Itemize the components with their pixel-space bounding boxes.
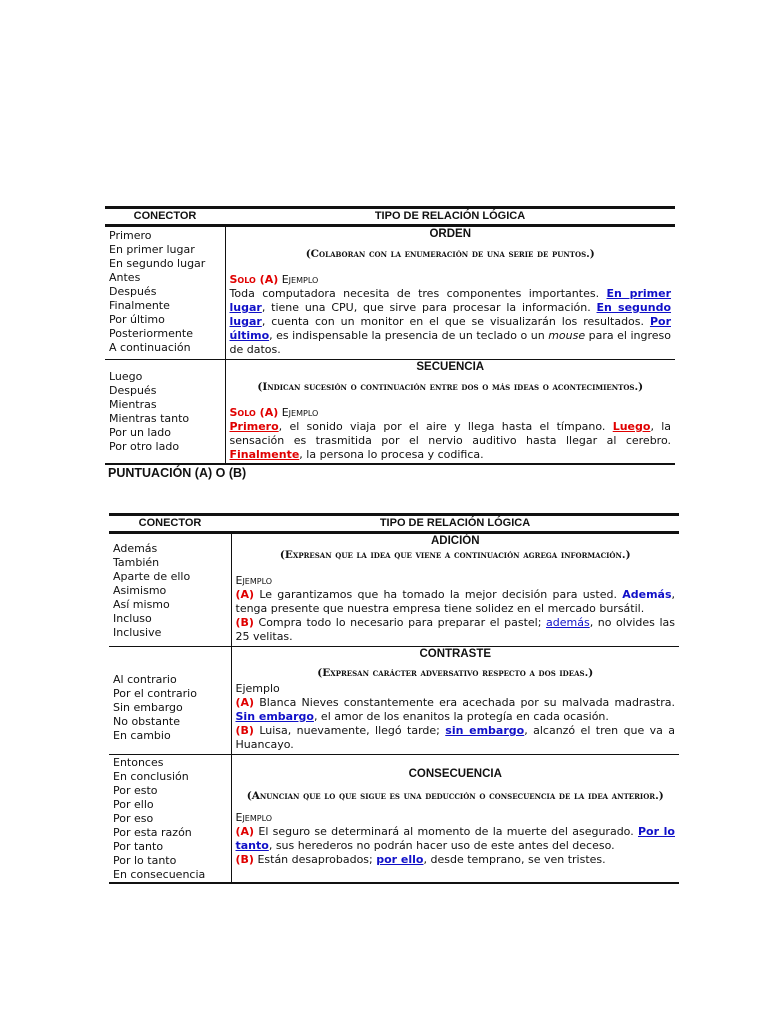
connector-list-secuencia <box>105 360 225 465</box>
connector-item: Antes <box>109 271 141 284</box>
connector-item: En consecuencia <box>113 868 206 881</box>
connector-item: Por otro lado <box>109 440 180 453</box>
connector-item: Finalmente <box>109 299 170 312</box>
connector-item: Por lo tanto <box>113 854 177 867</box>
example-heading <box>230 406 672 420</box>
solo-label: Solo (A) <box>229 273 279 286</box>
category-subtitle: (Indican sucesión o continuación entre dos o más ideas o acontecimientos.) <box>257 381 644 393</box>
relation-secuencia <box>225 360 675 465</box>
connector-item: No obstante <box>113 715 181 728</box>
keyword-por-ultimo: Por último <box>229 315 671 342</box>
connector-item: En primer lugar <box>109 243 195 256</box>
connector-item: Primero <box>109 229 152 242</box>
relation-orden <box>225 226 675 360</box>
category-subtitle: (Colaboran con la enumeración de una serie de puntos.) <box>305 248 595 260</box>
row-consecuencia <box>109 755 679 884</box>
label-b: (B) <box>235 616 254 629</box>
connector-item: En conclusión <box>113 770 189 783</box>
connector-item: Mientras <box>109 398 157 411</box>
connectors-table-2 <box>109 513 679 884</box>
label-b: (B) <box>235 853 254 866</box>
connector-item: Por esta razón <box>113 826 192 839</box>
category-title: CONTRASTE <box>419 648 492 660</box>
connector-list-contraste <box>109 647 231 755</box>
ejemplo-label: Ejemplo <box>235 574 273 587</box>
solo-label: Solo (A) <box>229 406 279 419</box>
header-conector: CONECTOR <box>109 515 231 533</box>
connector-item: Después <box>109 285 157 298</box>
keyword-por-lo-tanto: Por lo tanto <box>235 825 675 852</box>
keyword-ademas: Además <box>622 588 672 601</box>
label-b: (B) <box>235 724 254 737</box>
connector-item: Inclusive <box>113 626 162 639</box>
keyword-sin-embargo-lower: sin embargo <box>445 724 525 737</box>
keyword-ademas-lower: además <box>546 616 590 629</box>
connector-item: Al contrario <box>113 673 177 686</box>
label-a: (A) <box>235 588 255 601</box>
category-title: CONSECUENCIA <box>408 768 502 780</box>
example-b: (B) Luisa, nuevamente, llegó tarde; sin embargo, alcanzó el tren que va a Huancayo. <box>235 724 675 751</box>
connector-item: Por el contrario <box>113 687 197 700</box>
example-text: Primero, el sonido viaja por el aire y llega hasta el tímpano. Luego, la sensación es trasmitida por el nervio auditivo hasta llegar al cerebro. Finalmente, la persona lo procesa y codifica. <box>229 420 672 461</box>
connector-item: En cambio <box>113 729 171 742</box>
category-title: ORDEN <box>429 228 472 240</box>
relation-consecuencia <box>231 755 679 884</box>
table-header <box>105 208 675 226</box>
keyword-en-segundo-lugar: En segundo lugar <box>229 301 672 328</box>
connector-item: Mientras tanto <box>109 412 190 425</box>
ejemplo-label: Ejemplo <box>235 682 280 695</box>
connector-item: Aparte de ello <box>113 570 191 583</box>
example-a: (A) Blanca Nieves constantemente era acechada por su malvada madrastra. Sin embargo, el amor de los enanitos la protegía en cada ocasión. <box>235 696 675 723</box>
example-text: Toda computadora necesita de tres componentes importantes. En primer lugar, tiene una CPU, que sirve para procesar la información. En segundo lugar, cuenta con un monitor en el que se visualizarán los resultados. Por último, es indispensable la presencia de un teclado o un mouse para el ingreso de datos. <box>229 287 672 356</box>
keyword-por-ello: por ello <box>376 853 424 866</box>
relation-adicion <box>231 533 679 647</box>
category-subtitle: (Expresan que la idea que viene a continuación agrega información.) <box>279 549 631 561</box>
example-heading <box>230 273 672 287</box>
row-contraste <box>109 647 679 755</box>
example-b: (B) Compra todo lo necesario para preparar el pastel; además, no olvides las 25 velitas. <box>235 616 675 643</box>
punctuation-heading: PUNTUACIÓN (A) O (B) <box>108 466 247 480</box>
category-title: ADICIÓN <box>430 535 480 547</box>
connector-item: Por ello <box>113 798 154 811</box>
keyword-finalmente: Finalmente <box>229 448 300 461</box>
header-conector: CONECTOR <box>105 208 225 226</box>
connector-item: Entonces <box>113 756 164 769</box>
keyword-luego: Luego <box>612 420 651 433</box>
relation-contraste <box>231 647 679 755</box>
connector-list-adicion <box>109 533 231 647</box>
connector-item: En segundo lugar <box>109 257 206 270</box>
table-header <box>109 515 679 533</box>
connector-item: Incluso <box>113 612 152 625</box>
category-subtitle: (Expresan carácter adversativo respecto a dos ideas.) <box>317 667 594 679</box>
example-a: (A) Le garantizamos que ha tomado la mejor decisión para usted. Además, tenga presente que nuestra empresa tiene solidez en el mercado bursátil. <box>235 588 675 615</box>
row-secuencia <box>105 360 675 465</box>
connector-list-consecuencia <box>109 755 231 884</box>
header-tipo: TIPO DE RELACIÓN LÓGICA <box>225 208 675 226</box>
connector-item: Además <box>113 542 158 555</box>
connector-item: Después <box>109 384 157 397</box>
label-a: (A) <box>235 825 255 838</box>
connector-item: Por tanto <box>113 840 164 853</box>
connector-list-orden <box>105 226 225 360</box>
connector-item: También <box>113 556 160 569</box>
connector-item: Sin embargo <box>113 701 183 714</box>
keyword-sin-embargo: Sin embargo <box>235 710 314 723</box>
connector-item: A continuación <box>109 341 191 354</box>
header-tipo: TIPO DE RELACIÓN LÓGICA <box>231 515 679 533</box>
connectors-table-1 <box>105 206 675 465</box>
category-title: SECUENCIA <box>416 361 485 373</box>
ejemplo-label: Ejemplo <box>281 406 319 419</box>
connector-item: Por último <box>109 313 165 326</box>
keyword-en-primer-lugar: En primer lugar <box>229 287 672 314</box>
example-a: (A) El seguro se determinará al momento de la muerte del asegurado. Por lo tanto, sus herederos no podrán hacer uso de este antes del deceso. <box>235 825 675 852</box>
row-adicion <box>109 533 679 647</box>
connector-item: Luego <box>109 370 143 383</box>
ejemplo-label: Ejemplo <box>281 273 319 286</box>
connector-item: Por esto <box>113 784 158 797</box>
connector-item: Asimismo <box>113 584 167 597</box>
row-orden <box>105 226 675 360</box>
connector-item: Por un lado <box>109 426 171 439</box>
label-a: (A) <box>235 696 255 709</box>
keyword-primero: Primero <box>229 420 279 433</box>
connector-item: Posteriormente <box>109 327 193 340</box>
ejemplo-label: Ejemplo <box>235 811 273 824</box>
connector-item: Así mismo <box>113 598 170 611</box>
example-b: (B) Están desaprobados; por ello, desde temprano, se ven tristes. <box>235 853 606 866</box>
category-subtitle: (Anuncian que lo que sigue es una deducción o consecuencia de la idea anterior.) <box>246 790 664 802</box>
connector-item: Por eso <box>113 812 154 825</box>
